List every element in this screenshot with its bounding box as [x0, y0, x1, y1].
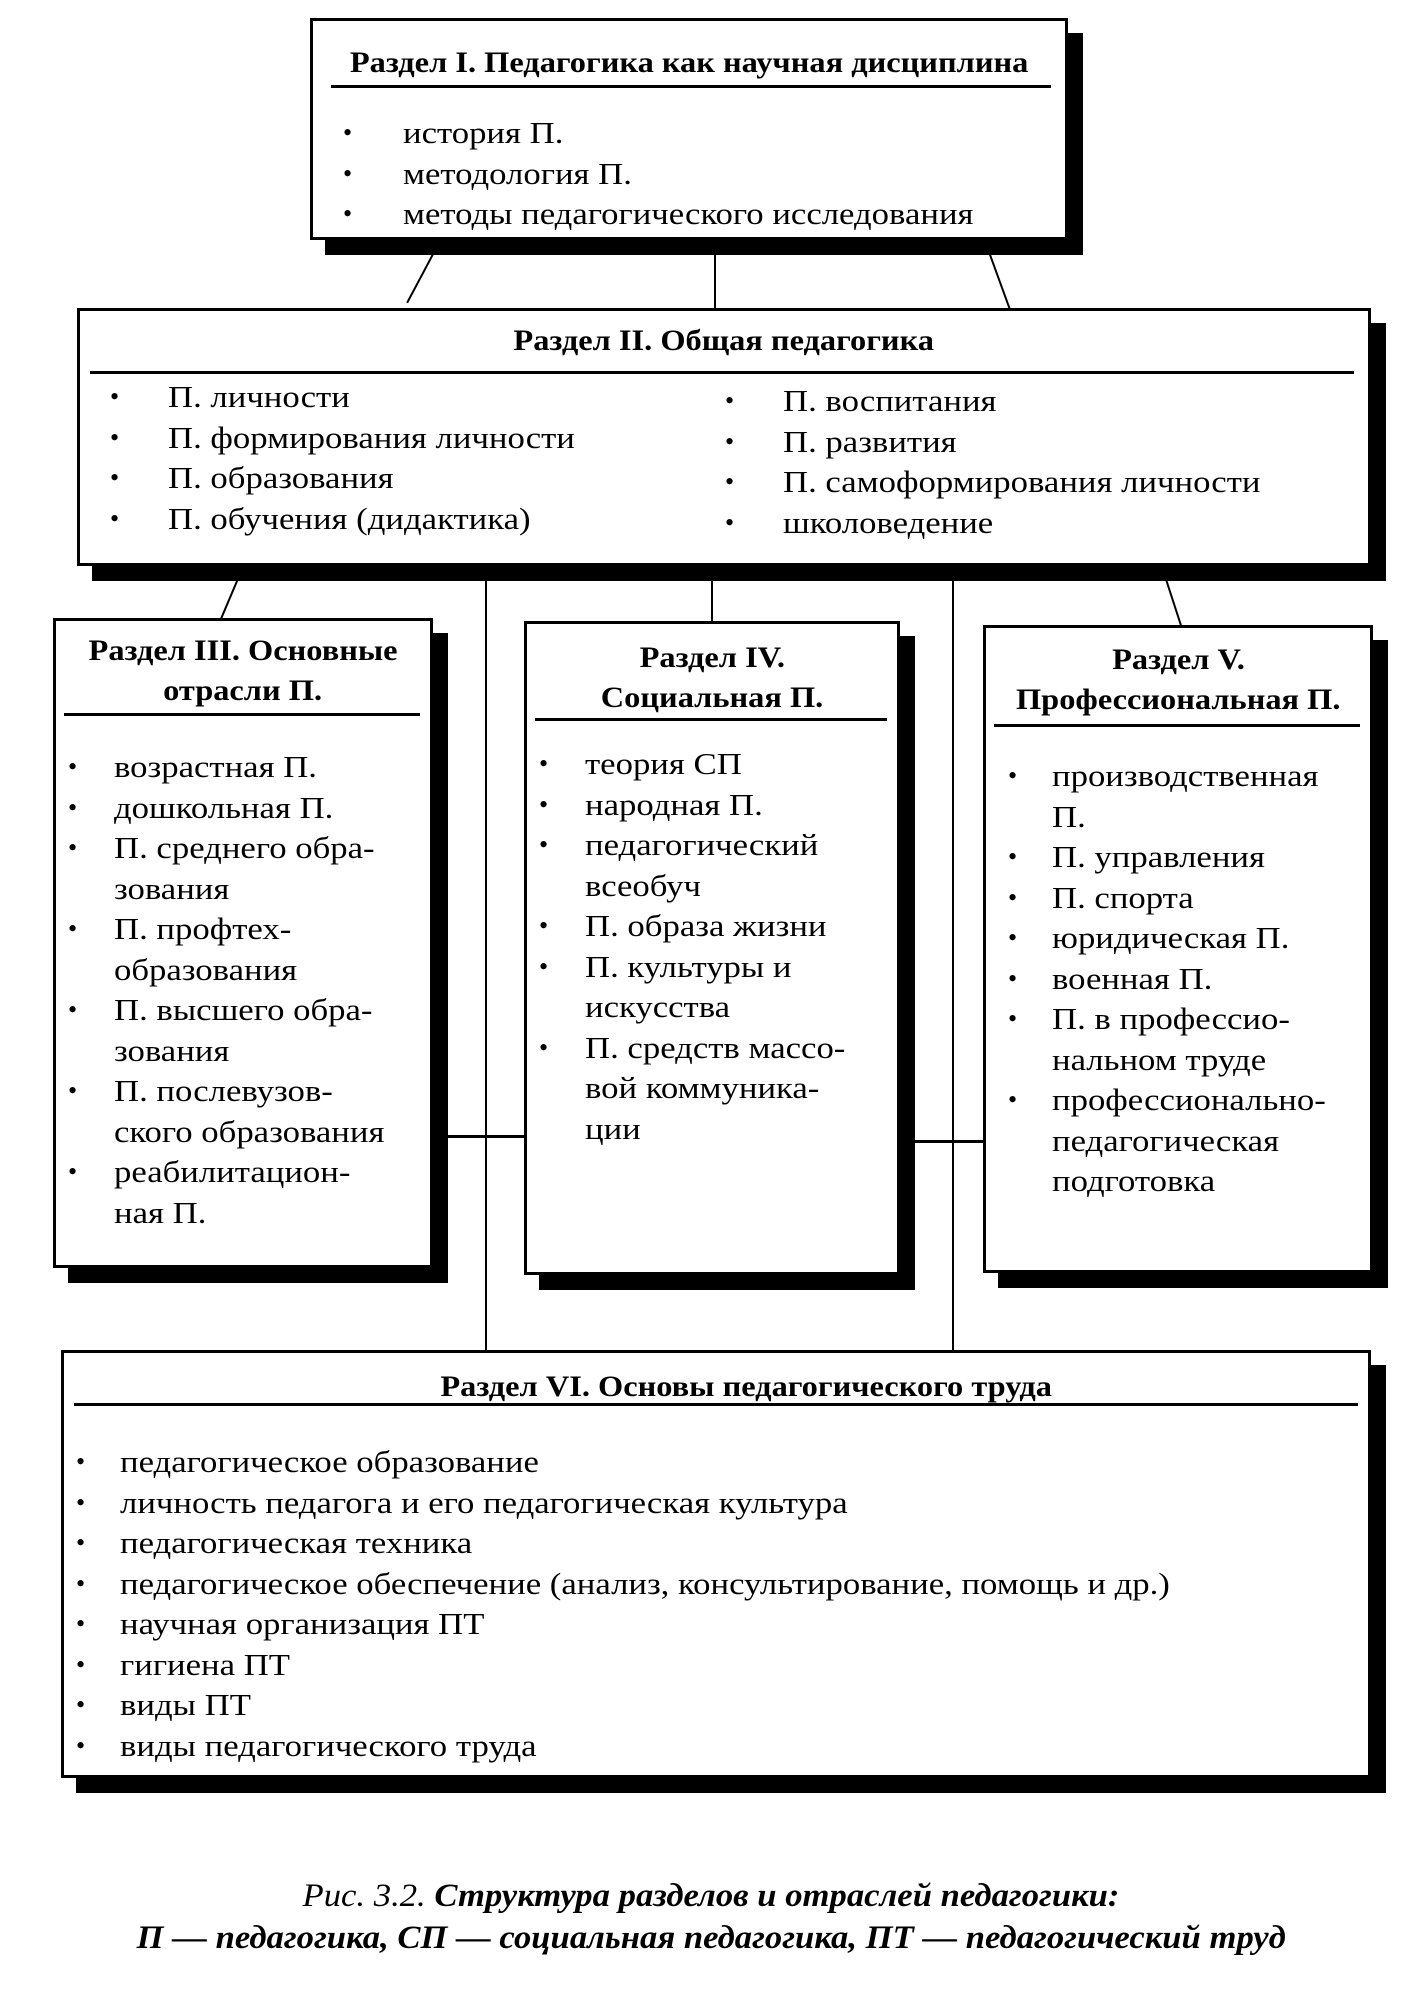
section-III-list [68, 747, 385, 1233]
figure-legend: П — педагогика, СП — социальная педагогика, ПТ — педагогический труд [136, 1920, 1287, 1956]
bullet-icon: • [1008, 963, 1018, 993]
list-item: • П. воспитания [725, 381, 1209, 422]
connector-II-VI-left [485, 566, 487, 1352]
bullet-icon: • [68, 995, 78, 1024]
bullet-icon: • [110, 463, 120, 492]
connector-II-IV [711, 566, 713, 622]
section-I-box [310, 18, 1068, 240]
figure-caption-line2 [0, 1918, 1423, 1958]
bullet-icon: • [76, 1487, 86, 1517]
bullet-icon: • [110, 503, 120, 533]
section-II-list-left [110, 377, 575, 539]
connector-II-VI-right [952, 566, 954, 1352]
connector-IV-V [914, 1140, 984, 1143]
list-item: • П. формирования личности [110, 418, 531, 459]
list-item: • педагогическое обеспечение (анализ, консультирование, помощь и др.) [76, 1564, 1057, 1605]
list-item: • юридическая П. [1008, 918, 1296, 959]
section-IV-list [539, 744, 846, 1149]
bullet-icon: • [725, 507, 735, 537]
list-item: • П. в профессио- нальном труде [1008, 1001, 1290, 1077]
bullet-icon: • [1008, 882, 1018, 912]
bullet-icon: • [725, 467, 735, 496]
figure-caption-line1 [0, 1876, 1423, 1916]
section-IV-box [524, 621, 900, 1275]
list-item: • П. высшего обра- зования [68, 992, 373, 1068]
connector-I-II-center [714, 238, 716, 310]
section-VI-box [61, 1350, 1371, 1778]
list-item: • история П. [343, 113, 912, 154]
list-item: • теория СП [539, 744, 817, 785]
list-item: • школоведение [725, 503, 1209, 544]
bullet-icon: • [68, 914, 78, 943]
section-IV-title-rule [535, 718, 887, 721]
list-item: • П. образа жизни [539, 906, 817, 947]
bullet-icon: • [539, 789, 549, 819]
bullet-icon: • [76, 1568, 86, 1598]
section-IV-title-line2: Социальная П. [600, 681, 824, 714]
section-II-title: Раздел II. Общая педагогика [513, 324, 935, 357]
list-item: • народная П. [539, 785, 817, 826]
section-II-list-right [725, 381, 1261, 543]
section-III-title-rule [64, 713, 420, 716]
connector-I-II-right [984, 241, 1011, 309]
bullet-icon: • [110, 382, 120, 411]
figure-number: Рис. 3.2. [303, 1878, 427, 1914]
section-VI-title-rule [74, 1403, 1358, 1406]
section-V-box [983, 625, 1373, 1273]
section-I-title: Раздел I. Педагогика как научная дисциплина [349, 46, 1029, 79]
bullet-icon: • [76, 1649, 86, 1679]
list-item: • виды ПТ [76, 1685, 1057, 1726]
list-item: • П. образования [110, 458, 531, 499]
bullet-icon: • [76, 1609, 86, 1638]
bullet-icon: • [68, 1076, 78, 1105]
figure-title: Структура разделов и отраслей педагогики: [434, 1878, 1120, 1914]
connector-II-III [220, 567, 244, 619]
bullet-icon: • [68, 833, 78, 862]
list-item: • П. самоформирования личности [725, 462, 1209, 503]
bullet-icon: • [1008, 1085, 1018, 1114]
bullet-icon: • [1008, 923, 1018, 952]
list-item: • П. средств массо- вой коммуника- ции [539, 1029, 846, 1146]
list-item: • дошкольная П. [68, 788, 355, 829]
bullet-icon: • [76, 1690, 86, 1719]
list-item: • производственная П. [1008, 758, 1319, 834]
bullet-icon: • [725, 426, 735, 456]
section-I-list [343, 113, 974, 235]
bullet-icon: • [76, 1447, 86, 1476]
bullet-icon: • [1008, 761, 1018, 790]
list-item: • военная П. [1008, 959, 1296, 1000]
bullet-icon: • [76, 1528, 86, 1557]
list-item: • П. среднего обра- зования [68, 830, 375, 906]
bullet-icon: • [539, 951, 549, 981]
bullet-icon: • [539, 749, 549, 778]
section-V-title: Раздел V. [1111, 643, 1245, 676]
bullet-icon: • [539, 911, 549, 940]
list-item: • П. личности [110, 377, 531, 418]
bullet-icon: • [725, 386, 735, 415]
list-item: • П. культуры и искусства [539, 948, 792, 1024]
list-item: • педагогическое образование [76, 1442, 1057, 1483]
section-V-list [1008, 756, 1326, 1202]
bullet-icon: • [539, 830, 549, 859]
connector-I-II-left [406, 241, 441, 304]
section-II-title-rule [90, 371, 1354, 374]
section-I-title-rule [331, 85, 1051, 88]
bullet-icon: • [68, 752, 78, 781]
section-III-box [53, 618, 433, 1268]
list-item: • методы педагогического исследования [343, 194, 912, 235]
list-item: • методология П. [343, 154, 912, 195]
list-item: • П. послевузов- ского образования [68, 1073, 385, 1149]
bullet-icon: • [110, 422, 120, 452]
list-item: • реабилитацион- ная П. [68, 1154, 351, 1230]
list-item: • виды педагогического труда [76, 1726, 1057, 1767]
section-V-title-line2: Профессиональная П. [1015, 683, 1341, 716]
bullet-icon: • [343, 118, 353, 147]
list-item: • гигиена ПТ [76, 1645, 1057, 1686]
list-item: • личность педагога и его педагогическая культура [76, 1483, 1057, 1524]
list-item: • П. развития [725, 422, 1209, 463]
bullet-icon: • [343, 158, 353, 188]
section-V-title-rule [994, 724, 1360, 727]
section-VI-title: Раздел VI. Основы педагогического труда [440, 1370, 1052, 1403]
bullet-icon: • [343, 199, 353, 228]
list-item: • педагогическая техника [76, 1523, 1057, 1564]
section-III-title-line2: отрасли П. [163, 674, 323, 707]
bullet-icon: • [1008, 1004, 1018, 1033]
list-item: • П. управления [1008, 837, 1296, 878]
list-item: • П. спорта [1008, 878, 1296, 919]
list-item: • профессионально- педагогическая подготовка [1008, 1082, 1326, 1198]
bullet-icon: • [68, 792, 78, 822]
bullet-icon: • [1008, 842, 1018, 871]
list-item: • возрастная П. [68, 747, 355, 788]
section-IV-title: Раздел IV. [639, 641, 785, 674]
connector-III-IV [446, 1135, 526, 1138]
connector-II-V [1161, 567, 1182, 627]
section-VI-list [76, 1442, 1170, 1766]
bullet-icon: • [76, 1730, 86, 1760]
list-item: • П. обучения (дидактика) [110, 499, 531, 540]
list-item: • П. профтех- образования [68, 911, 298, 987]
bullet-icon: • [68, 1157, 78, 1186]
section-II-box [77, 308, 1371, 566]
list-item: • педагогический всеобуч [539, 827, 819, 903]
bullet-icon: • [539, 1032, 549, 1062]
list-item: • научная организация ПТ [76, 1604, 1057, 1645]
section-III-title: Раздел III. Основные [88, 634, 398, 667]
